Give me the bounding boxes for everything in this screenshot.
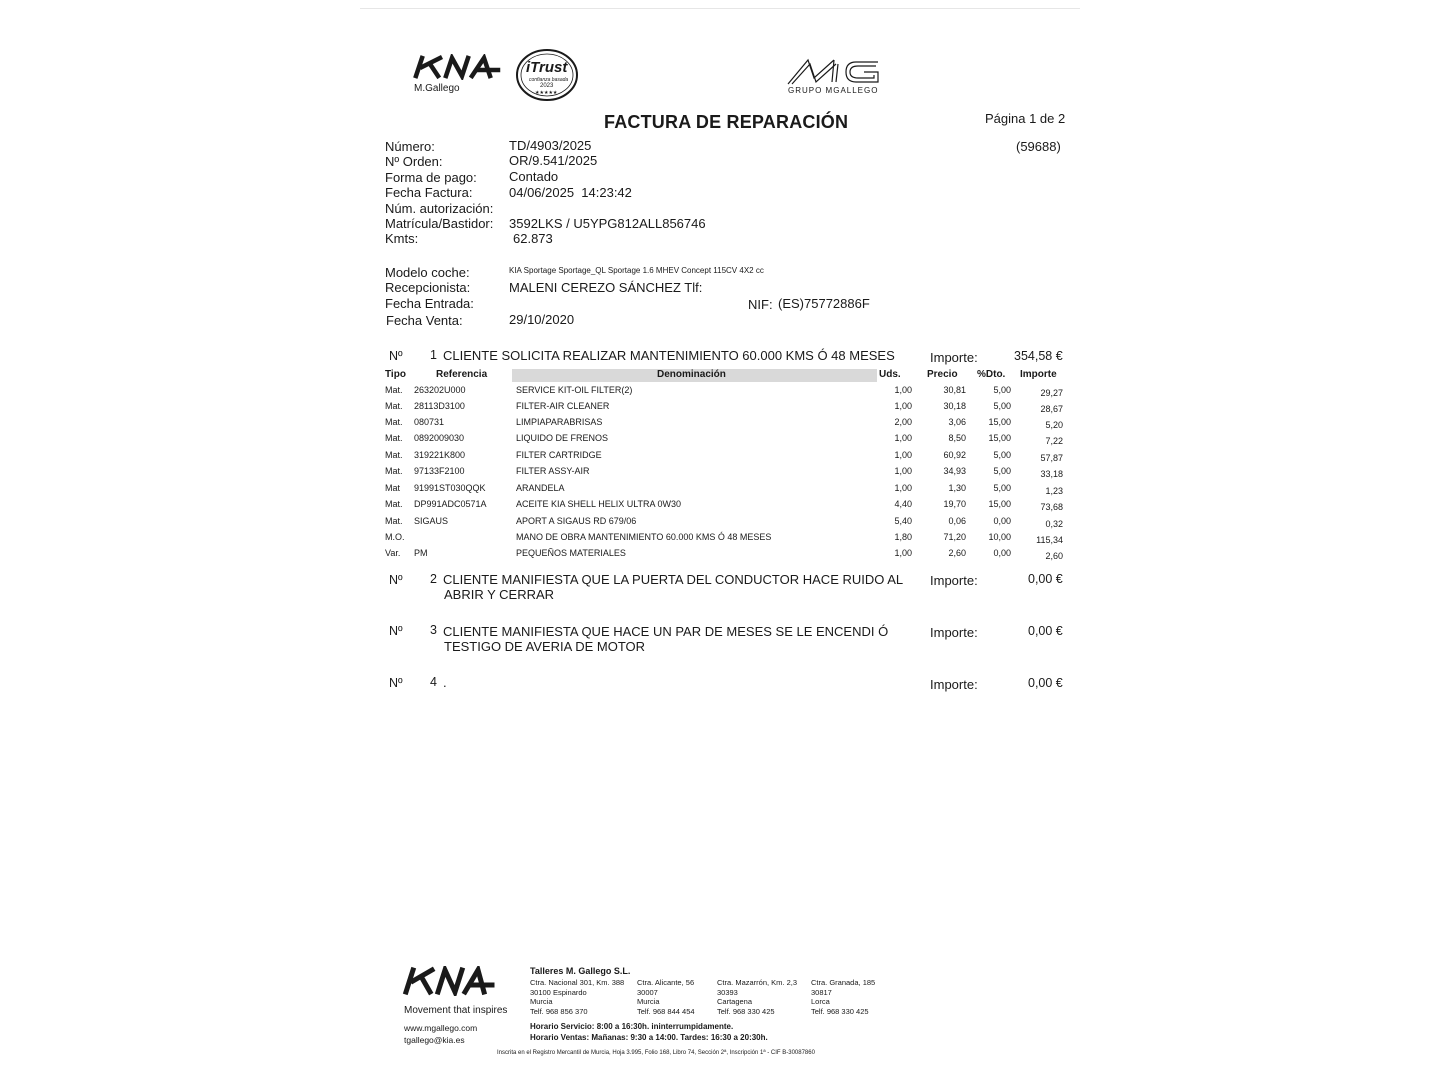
cell-dto: 5,00 <box>993 466 1011 476</box>
cell-uds: 1,00 <box>894 483 912 493</box>
cell-tipo: Mat. <box>385 499 403 509</box>
table-row <box>385 466 1065 482</box>
order-4-importe-label: Importe: <box>930 677 978 692</box>
address-line: 30393 <box>717 987 738 997</box>
info-value-numero: TD/4903/2025 <box>509 138 592 153</box>
cell-importe: 2,60 <box>1045 551 1063 561</box>
address-line: Murcia <box>530 997 553 1006</box>
cell-precio: 8,50 <box>948 433 966 443</box>
cell-tipo: Mat <box>385 483 401 493</box>
cell-precio: 71,20 <box>943 532 966 542</box>
itrust-text: iTrust <box>526 59 568 76</box>
cell-importe: 1,23 <box>1045 486 1063 496</box>
order-4-importe: 0,00 € <box>1028 676 1063 690</box>
cell-dto: 15,00 <box>988 433 1011 443</box>
order-3-desc-line2: TESTIGO DE AVERIA DE MOTOR <box>444 639 646 654</box>
itrust-year: 2023 <box>540 83 554 89</box>
cell-dto: 15,00 <box>988 417 1011 427</box>
recepcionista-value: MALENI CEREZO SÁNCHEZ Tlf: <box>509 280 703 295</box>
cell-uds: 1,00 <box>894 433 912 443</box>
header-dto: %Dto. <box>977 369 1006 380</box>
address-line: 30100 Espinardo <box>530 987 587 997</box>
header-uds: Uds. <box>879 369 901 380</box>
table-row <box>385 516 1065 532</box>
modelo-value: KIA Sportage Sportage_QL Sportage 1.6 MHEV Concept 115CV 4X2 cc <box>509 266 764 275</box>
cell-tipo: M.O. <box>385 532 405 542</box>
cell-importe: 29,27 <box>1040 388 1063 398</box>
order-1-importe-label: Importe: <box>930 350 978 365</box>
cell-importe: 5,20 <box>1045 420 1063 430</box>
footer-horario-ventas: Horario Ventas: Mañanas: 9:30 a 14:00. Tardes: 16:30 a 20:30h. <box>530 1033 768 1042</box>
cell-dto: 10,00 <box>988 532 1011 542</box>
cell-precio: 0,06 <box>948 516 966 526</box>
address-line: Ctra. Mazarrón, Km. 2,3 <box>717 978 798 987</box>
table-row <box>385 385 1065 401</box>
table-row <box>385 483 1065 499</box>
address-line: 30007 <box>637 987 658 997</box>
info-label-matricula: Matrícula/Bastidor: <box>385 216 494 231</box>
address-line: Murcia <box>637 997 660 1006</box>
cell-importe: 0,32 <box>1045 519 1063 529</box>
footer-registro: Inscrita en el Registro Mercantil de Murcia, Hoja 3.995, Folio 168, Libro 74, Sección 2ª, Inscripción 1ª - CIF B-30087860 <box>497 1050 815 1056</box>
address-line: Ctra. Alicante, 56 <box>637 978 695 987</box>
footer-kia-logo <box>402 966 498 1001</box>
address-line: Lorca <box>811 997 830 1006</box>
cell-ref: DP991ADC0571A <box>414 499 487 509</box>
cell-uds: 2,00 <box>894 417 912 427</box>
header-precio: Precio <box>927 369 958 380</box>
info-value-matricula: 3592LKS / U5YPG812ALL856746 <box>509 216 706 231</box>
order-3-no-label: Nº <box>389 624 403 638</box>
cell-precio: 2,60 <box>948 548 966 558</box>
footer-address-1 <box>530 978 624 1016</box>
cell-ref: 263202U000 <box>414 385 466 395</box>
nif-value: (ES)75772886F <box>778 296 870 311</box>
info-label-fecha: Fecha Factura: <box>385 185 473 200</box>
cell-den: FILTER CARTRIDGE <box>516 450 602 460</box>
table-row <box>385 401 1065 417</box>
fecha-venta-value: 29/10/2020 <box>509 312 575 327</box>
cell-precio: 34,93 <box>943 466 966 476</box>
order-1-no-label: Nº <box>389 349 403 363</box>
cell-ref: 28113D3100 <box>414 401 465 411</box>
modelo-label: Modelo coche: <box>385 265 470 280</box>
cell-importe: 73,68 <box>1040 502 1063 512</box>
address-line: 30817 <box>811 987 832 997</box>
address-line: Telf. 968 330 425 <box>717 1006 775 1016</box>
order-3-num: 3 <box>430 623 437 637</box>
recepcionista-label: Recepcionista: <box>385 280 471 295</box>
cell-uds: 1,00 <box>894 450 912 460</box>
kia-brand-label: M.Gallego <box>414 83 460 94</box>
footer-address-3 <box>717 978 797 1016</box>
info-value-fecha: 04/06/2025 14:23:42 <box>509 185 632 200</box>
page-number: Página 1 de 2 <box>985 111 1066 126</box>
cell-precio: 30,81 <box>943 385 966 395</box>
cell-uds: 4,40 <box>894 499 912 509</box>
cell-den: APORT A SIGAUS RD 679/06 <box>516 516 637 526</box>
table-row <box>385 433 1065 449</box>
order-4-desc: . <box>443 675 447 690</box>
table-row <box>385 450 1065 466</box>
order-1-desc: CLIENTE SOLICITA REALIZAR MANTENIMIENTO 60.000 KMS Ó 48 MESES <box>443 348 895 363</box>
cell-tipo: Mat. <box>385 466 403 476</box>
cell-den: ACEITE KIA SHELL HELIX ULTRA 0W30 <box>516 499 682 509</box>
cell-uds: 1,00 <box>894 466 912 476</box>
order-3-importe-label: Importe: <box>930 625 978 640</box>
cell-dto: 0,00 <box>993 548 1011 558</box>
header-denominacion: Denominación <box>657 369 726 380</box>
cell-den: LIMPIAPARABRISAS <box>516 417 603 427</box>
cell-importe: 33,18 <box>1040 469 1063 479</box>
cell-ref: 0892009030 <box>414 433 465 443</box>
info-value-kmts: 62.873 <box>513 231 553 246</box>
info-label-autorizacion: Núm. autorización: <box>385 201 494 216</box>
cell-ref: 319221K800 <box>414 450 466 460</box>
cell-uds: 1,00 <box>894 548 912 558</box>
cell-importe: 28,67 <box>1040 404 1063 414</box>
cell-tipo: Var. <box>385 548 401 558</box>
cell-importe: 115,34 <box>1036 535 1063 545</box>
fecha-entrada-label: Fecha Entrada: <box>385 296 474 311</box>
cell-den: ARANDELA <box>516 483 565 493</box>
itrust-sub: confianza basada <box>529 77 569 83</box>
table-row <box>385 548 1065 564</box>
order-1-importe: 354,58 € <box>1014 349 1063 363</box>
address-line: Telf. 968 844 454 <box>637 1006 695 1016</box>
order-2-importe-label: Importe: <box>930 573 978 588</box>
header-importe: Importe <box>1020 369 1057 380</box>
address-line: Ctra. Nacional 301, Km. 388 <box>530 978 625 987</box>
cell-precio: 3,06 <box>948 417 966 427</box>
fecha-venta-label: Fecha Venta: <box>386 313 463 328</box>
info-label-orden: Nº Orden: <box>385 154 443 169</box>
order-4-num: 4 <box>430 675 437 689</box>
order-2-no-label: Nº <box>389 573 403 587</box>
cell-uds: 1,00 <box>894 401 912 411</box>
cell-ref: 97133F2100 <box>414 466 465 476</box>
cell-precio: 19,70 <box>943 499 966 509</box>
order-4-no-label: Nº <box>389 676 403 690</box>
order-3-importe: 0,00 € <box>1028 624 1063 638</box>
nif-label: NIF: <box>748 297 773 312</box>
scan-edge-line <box>360 8 1080 9</box>
address-line: Ctra. Granada, 185 <box>811 978 876 987</box>
cell-tipo: Mat. <box>385 417 403 427</box>
table-row <box>385 499 1065 515</box>
cell-dto: 0,00 <box>993 516 1011 526</box>
cell-ref: PM <box>414 548 428 558</box>
info-value-orden: OR/9.541/2025 <box>509 153 598 168</box>
cell-ref: SIGAUS <box>414 516 449 526</box>
cell-dto: 5,00 <box>993 450 1011 460</box>
info-value-pago: Contado <box>509 169 559 184</box>
cell-den: PEQUEÑOS MATERIALES <box>516 548 626 558</box>
mg-label: GRUPO MGALLEGO <box>788 86 879 95</box>
cell-tipo: Mat. <box>385 516 403 526</box>
page-title: FACTURA DE REPARACIÓN <box>604 112 849 132</box>
table-row <box>385 532 1065 548</box>
cell-den: FILTER-AIR CLEANER <box>516 401 610 411</box>
header-tipo: Tipo <box>385 369 406 380</box>
info-label-kmts: Kmts: <box>385 231 419 246</box>
info-label-pago: Forma de pago: <box>385 170 477 185</box>
footer-horario-servicio: Horario Servicio: 8:00 a 16:30h. ininterrumpidamente. <box>530 1022 734 1031</box>
order-2-num: 2 <box>430 572 437 586</box>
address-line: Telf. 968 856 370 <box>530 1006 588 1016</box>
footer-address-2 <box>637 978 695 1016</box>
cell-dto: 15,00 <box>988 499 1011 509</box>
cell-ref: 91991ST030QQK <box>414 483 486 493</box>
itrust-stars: ★★★★★ <box>535 90 558 96</box>
cell-precio: 30,18 <box>943 401 966 411</box>
cell-importe: 57,87 <box>1040 453 1063 463</box>
order-3-desc-line1: CLIENTE MANIFIESTA QUE HACE UN PAR DE MESES SE LE ENCENDI Ó <box>443 624 889 639</box>
footer-web: www.mgallego.com <box>404 1023 478 1033</box>
table-header <box>385 369 1065 385</box>
order-2-importe: 0,00 € <box>1028 572 1063 586</box>
cell-precio: 60,92 <box>943 450 966 460</box>
cell-den: LIQUIDO DE FRENOS <box>516 433 609 443</box>
cell-tipo: Mat. <box>385 450 403 460</box>
order-2-desc-line1: CLIENTE MANIFIESTA QUE LA PUERTA DEL CONDUCTOR HACE RUIDO AL <box>443 572 904 587</box>
cell-dto: 5,00 <box>993 401 1011 411</box>
cell-tipo: Mat. <box>385 433 403 443</box>
table-row <box>385 417 1065 433</box>
cell-ref: 080731 <box>414 417 445 427</box>
info-label-numero: Número: <box>385 139 435 154</box>
cell-importe: 7,22 <box>1045 436 1063 446</box>
order-2-desc-line2: ABRIR Y CERRAR <box>444 587 555 602</box>
footer-email: tgallego@kia.es <box>404 1035 465 1045</box>
cell-uds: 1,80 <box>894 532 912 542</box>
address-line: Telf. 968 330 425 <box>811 1006 869 1016</box>
address-line: Cartagena <box>717 997 753 1006</box>
itrust-seal <box>515 48 579 102</box>
kia-logo <box>412 54 504 85</box>
cell-uds: 1,00 <box>894 385 912 395</box>
order-1-num: 1 <box>430 348 437 362</box>
footer-address-4 <box>811 978 875 1016</box>
footer-company: Talleres M. Gallego S.L. <box>530 966 631 976</box>
cell-den: FILTER ASSY-AIR <box>516 466 590 476</box>
footer-slogan: Movement that inspires <box>404 1005 508 1016</box>
invoice-code: (59688) <box>1016 139 1061 154</box>
cell-den: MANO DE OBRA MANTENIMIENTO 60.000 KMS Ó 48 MESES <box>516 532 772 542</box>
cell-dto: 5,00 <box>993 483 1011 493</box>
cell-den: SERVICE KIT-OIL FILTER(2) <box>516 385 633 395</box>
cell-tipo: Mat. <box>385 385 403 395</box>
cell-tipo: Mat. <box>385 401 403 411</box>
cell-precio: 1,30 <box>948 483 966 493</box>
header-referencia: Referencia <box>436 369 488 380</box>
cell-uds: 5,40 <box>894 516 912 526</box>
cell-dto: 5,00 <box>993 385 1011 395</box>
